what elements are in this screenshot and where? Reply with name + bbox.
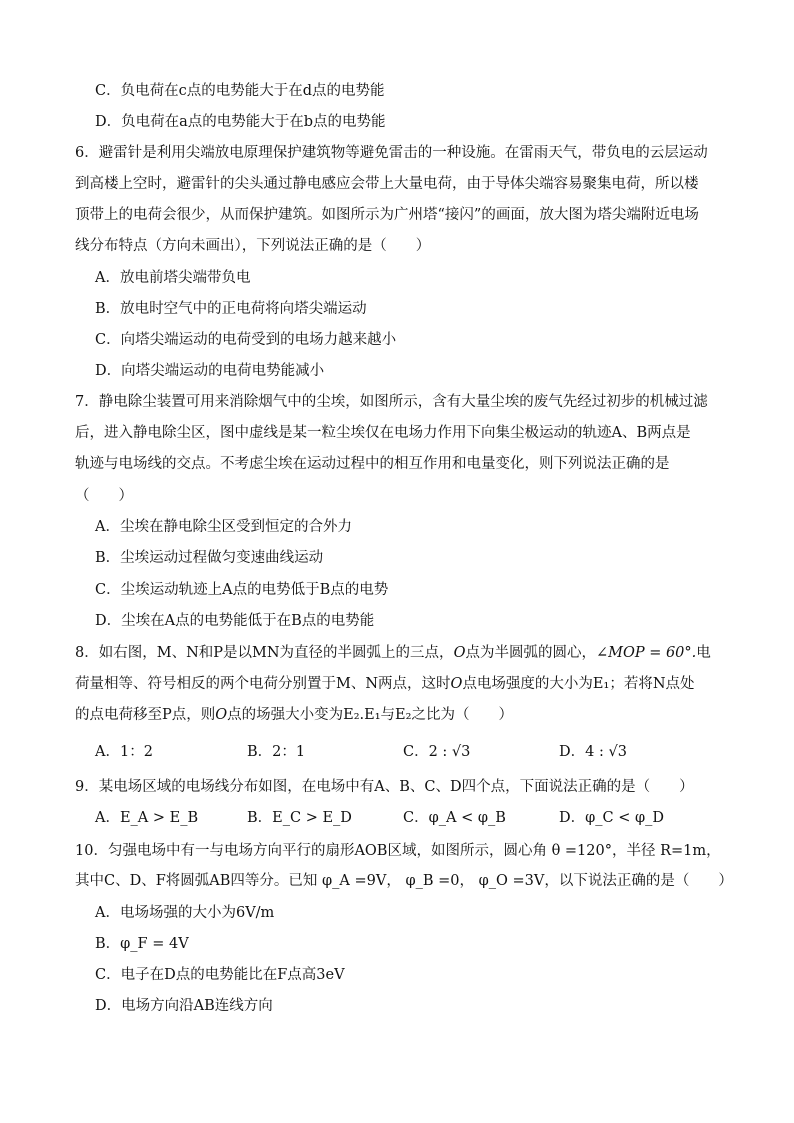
- q8-line1-point-o: O: [453, 645, 466, 661]
- q7-option-a: A．尘埃在静电除尘区受到恒定的合外力: [95, 519, 352, 535]
- q8-option-a: A．1：2: [95, 744, 153, 760]
- q6-option-c: C．向塔尖端运动的电荷受到的电场力越来越小: [95, 332, 397, 348]
- q8-line3-part-a: 的点电荷移至P点，则: [75, 707, 216, 723]
- q8-options-row: [95, 741, 735, 763]
- q8-line1-part-c: 电: [696, 645, 711, 661]
- q8-angle-mop: ∠MOP = 60°.: [595, 645, 697, 661]
- q5-option-d: D．负电荷在a点的电势能大于在b点的电势能: [95, 114, 386, 130]
- q8-line2-part-a: 荷量相等、符号相反的两个电荷分别置于M、N两点，这时: [75, 676, 451, 692]
- q8-stem-line-2: [75, 674, 725, 694]
- q6-stem-line-2: 到高楼上空时，避雷针的尖头通过静电感应会带上大量电荷，由于导体尖端容易聚集电荷，所以楼: [75, 176, 699, 192]
- q8-line1-part-a: 8．如右图，M、N和P是以MN为直径的半圆弧上的三点，: [75, 645, 454, 661]
- q8-line2-point-o: O: [450, 676, 463, 692]
- q7-stem-line-1: 7．静电除尘装置可用来消除烟气中的尘埃，如图所示，含有大量尘埃的废气先经过初步的机械过滤: [75, 394, 708, 410]
- q9-options-row: [95, 807, 735, 829]
- q6-stem-line-3: 顶带上的电荷会很少，从而保护建筑。如图所示为广州塔“接闪”的画面，放大图为塔尖端附近电场: [75, 207, 699, 223]
- q9-option-c: C．φ_A < φ_B: [403, 810, 506, 826]
- q8-line3-point-o: O: [215, 707, 228, 723]
- q8-option-d: D．4 : √3: [559, 744, 627, 760]
- q6-option-b: B．放电时空气中的正电荷将向塔尖端运动: [95, 301, 367, 317]
- q10-option-a: A．电场场强的大小为6V/m: [95, 905, 275, 921]
- q6-stem-line-4: 线分布特点（方向未画出），下列说法正确的是（ ）: [75, 238, 431, 254]
- q5-option-c: C．负电荷在c点的电势能大于在d点的电势能: [95, 83, 385, 99]
- q10-option-d: D．电场方向沿AB连线方向: [95, 998, 273, 1014]
- q9-stem: 9．某电场区域的电场线分布如图，在电场中有A、B、C、D四个点，下面说法正确的是（ ）: [75, 779, 694, 795]
- q9-option-b: B．E_C > E_D: [247, 810, 352, 826]
- q9-option-d: D．φ_C < φ_D: [559, 810, 665, 826]
- q8-stem-line-3: [75, 705, 725, 725]
- q10-stem-line-1: 10．匀强电场中有一与电场方向平行的扇形AOB区域，如图所示，圆心角 θ =120°，半径 R=1m，: [75, 843, 721, 859]
- q6-option-a: A．放电前塔尖端带负电: [95, 270, 251, 286]
- q8-line1-part-b: 点为半圆弧的圆心，: [465, 645, 596, 661]
- q7-option-d: D．尘埃在A点的电势能低于在B点的电势能: [95, 613, 375, 629]
- q8-option-b: B．2：1: [247, 744, 306, 760]
- q8-option-c: C．2 : √3: [403, 744, 471, 760]
- q9-option-a: A．E_A > E_B: [95, 810, 199, 826]
- q7-stem-line-2: 后，进入静电除尘区，图中虚线是某一粒尘埃仅在电场力作用下向集尘极运动的轨迹A、B两点是: [75, 425, 691, 441]
- q7-option-c: C．尘埃运动轨迹上A点的电势低于B点的电势: [95, 582, 389, 598]
- q10-option-c: C．电子在D点的电势能比在F点高3eV: [95, 967, 345, 983]
- q8-stem-line-1: [75, 643, 725, 663]
- q7-option-b: B．尘埃运动过程做匀变速曲线运动: [95, 550, 324, 566]
- q8-line3-part-b: 点的场强大小变为E₂.E₁与E₂之比为（ ）: [227, 707, 513, 723]
- q10-option-b: B．φ_F = 4V: [95, 936, 189, 952]
- q6-option-d: D．向塔尖端运动的电荷电势能减小: [95, 363, 325, 379]
- q8-line2-part-b: 点电场强度的大小为E₁；若将N点处: [462, 676, 695, 692]
- q6-stem-line-1: 6．避雷针是利用尖端放电原理保护建筑物等避免雷击的一种设施。在雷雨天气，带负电的云层运动: [75, 145, 708, 161]
- q7-stem-line-4: （ ）: [75, 488, 133, 504]
- q7-stem-line-3: 轨迹与电场线的交点。不考虑尘埃在运动过程中的相互作用和电量变化，则下列说法正确的是: [75, 456, 670, 472]
- q10-stem-line-2: 其中C、D、F将圆弧AB四等分。已知 φ_A =9V， φ_B =0， φ_O =3V，以下说法正确的是（ ）: [75, 873, 733, 889]
